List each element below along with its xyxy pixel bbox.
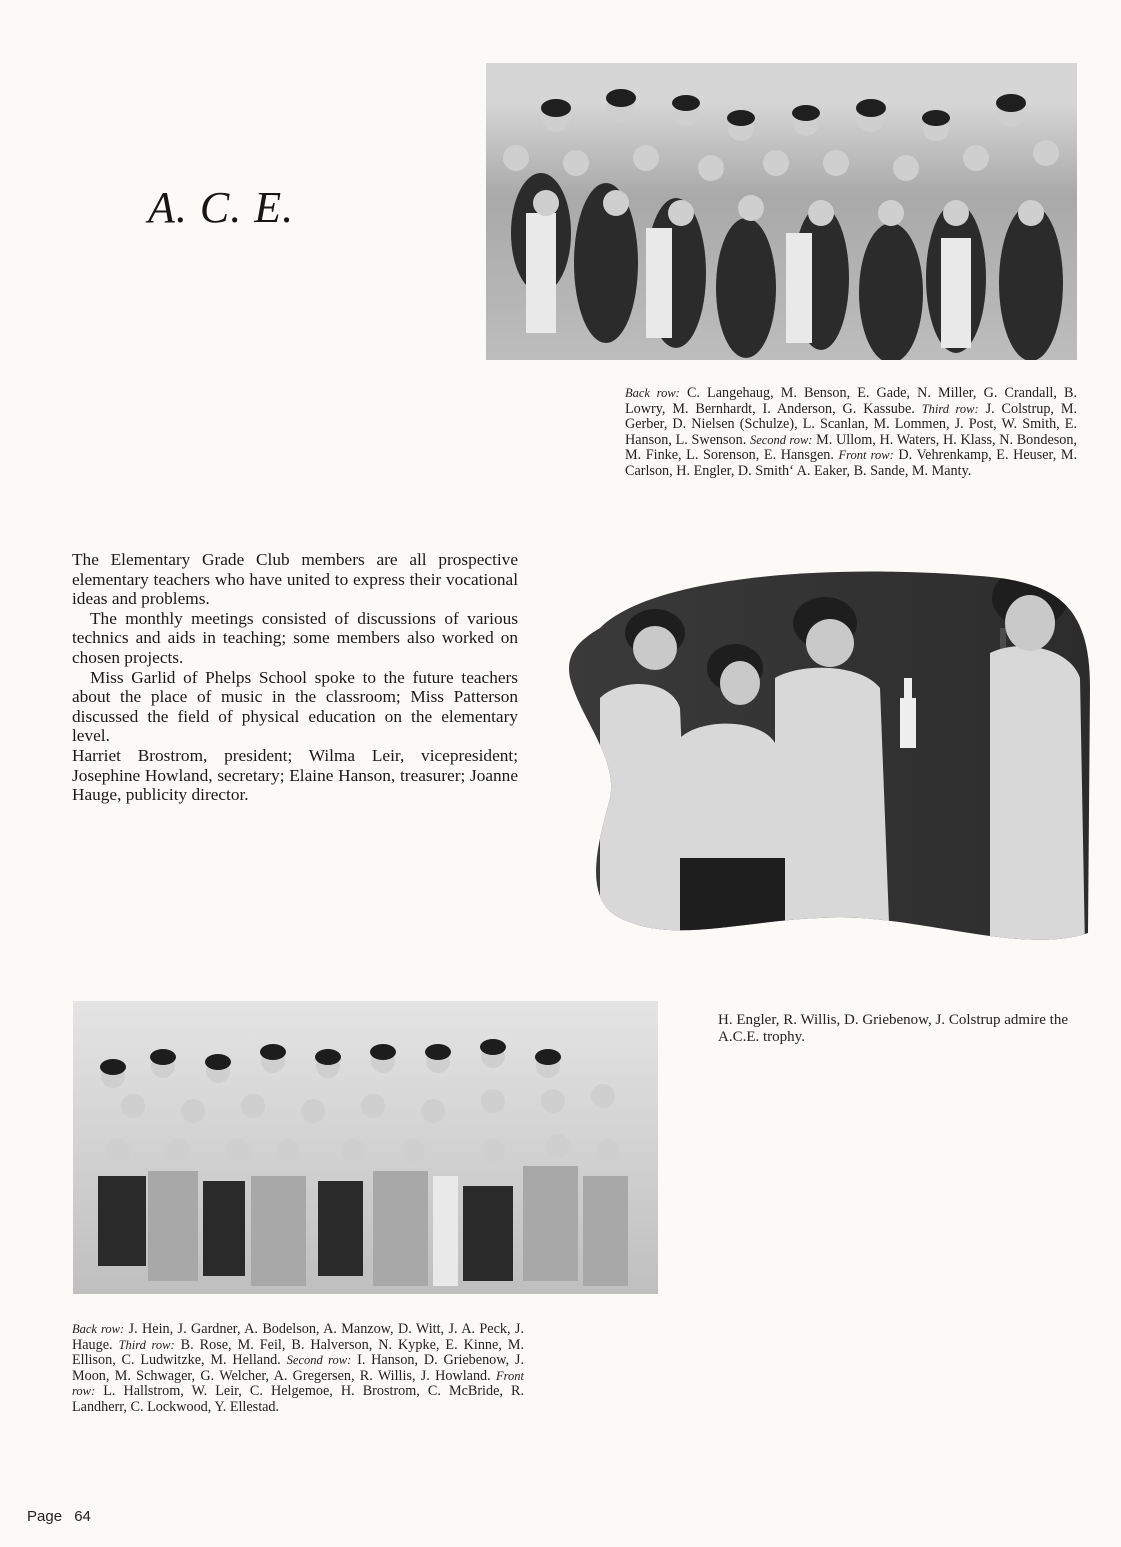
page-number-value: 64	[74, 1508, 91, 1525]
body-paragraph-1: The Elementary Grade Club members are all prospective elementary teachers who have united to express their vocational ideas and problems.	[72, 550, 518, 609]
caption-second-row: I. Hanson, D. Griebenow, J. Moon, M. Schwager, G. Welcher, A. Gregersen, R. Willis, J. Howland.	[72, 1352, 525, 1384]
caption-label-back-row: Back row:	[625, 386, 680, 400]
page-label: Page	[27, 1508, 63, 1525]
caption-label-third-row: Third row:	[921, 401, 979, 416]
caption-back-row: C. Langehaug, M. Benson, E. Gade, N. Miller, G. Crandall, B. Lowry, M. Bernhardt, I. Anderson, G. Kassube.	[625, 385, 1078, 417]
officers-list: Harriet Brostrom, president; Wilma Leir, vicepresident; Josephine Howland, secretary; Elaine Hanson, treasurer; Joanne Hauge, publicity director.	[72, 745, 518, 805]
bottom-photo-caption	[72, 1322, 524, 1415]
body-paragraph-3: Miss Garlid of Phelps School spoke to the future teachers about the place of music in the classroom; Miss Patterson discussed the field of physical education on the elementary level.	[72, 667, 518, 746]
bottom-group-photo	[73, 1001, 658, 1294]
caption-label-back-row: Back row:	[72, 1322, 125, 1336]
caption-label-second-row: Second row:	[286, 1353, 352, 1367]
top-group-photo	[486, 63, 1077, 360]
body-paragraph-2: The monthly meetings consisted of discussions of various technics and aids in teaching; some members also worked on chosen projects.	[72, 608, 518, 667]
caption-back-row: J. Hein, J. Gardner, A. Bodelson, A. Manzow, D. Witt, J. A. Peck, J. Hauge.	[72, 1321, 525, 1353]
page-number	[27, 1508, 91, 1525]
trophy-caption: H. Engler, R. Willis, D. Griebenow, J. Colstrup admire the A.C.E. trophy.	[718, 1012, 1068, 1045]
club-description	[72, 550, 518, 805]
trophy-photo-image	[560, 568, 1095, 948]
caption-front-row: L. Hallstrom, W. Leir, C. Helgemoe, H. Brostrom, C. McBride, R. Landherr, C. Lockwood, Y. Ellestad.	[72, 1383, 524, 1415]
top-photo-caption	[625, 386, 1077, 479]
caption-label-second-row: Second row:	[749, 432, 813, 447]
group-photo-image	[486, 63, 1077, 360]
caption-label-third-row: Third row:	[118, 1337, 175, 1352]
caption-label-front-row: Front row:	[838, 448, 894, 462]
group-photo-image	[73, 1001, 658, 1294]
caption-third-row: J. Colstrup, M. Gerber, D. Nielsen (Schulze), L. Scanlan, M. Lommen, J. Post, W. Smith, E. Hanson, L. Swenson.	[625, 400, 1078, 448]
caption-third-row: B. Rose, M. Feil, B. Halverson, N. Kypke, E. Kinne, M. Ellison, C. Ludwitzke, M. Helland.	[72, 1336, 525, 1368]
caption-second-row: M. Ullom, H. Waters, H. Klass, N. Bondeson, M. Finke, L. Sorenson, E. Hansgen.	[625, 431, 1078, 463]
caption-front-row: D. Vehrenkamp, E. Heuser, M. Carlson, H. Engler, D. Smith‘ A. Eaker, B. Sande, M. Manty.	[625, 447, 1077, 479]
caption-label-front-row: Front row:	[72, 1368, 524, 1398]
page-title: A. C. E.	[148, 183, 295, 232]
trophy-photo	[560, 568, 1095, 948]
